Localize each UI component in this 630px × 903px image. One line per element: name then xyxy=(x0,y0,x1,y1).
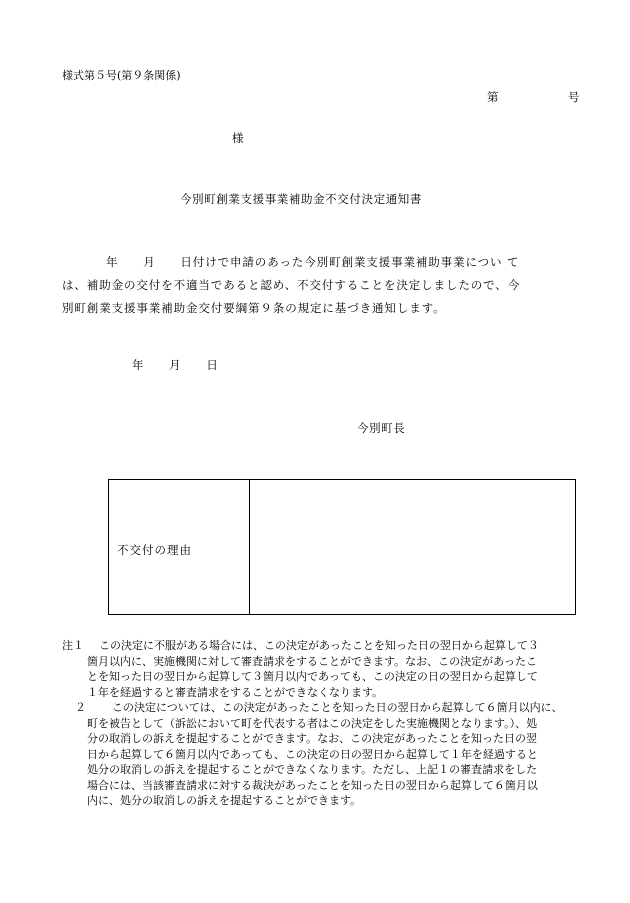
note-2-line-1: ２ この決定については、この決定があったことを知った日の翌日から起算して６箇月以内に、 xyxy=(62,700,582,716)
document-title: 今別町創業支援事業補助金不交付決定通知書 xyxy=(180,192,422,206)
note-1-number: 注１ xyxy=(62,639,84,652)
reason-table xyxy=(108,479,576,615)
note-2-line-4: 日から起算して６箇月以内であっても、この決定の日の翌日から起算して１年を経過すると xyxy=(87,747,538,761)
form-number: 様式第５号(第９条関係) xyxy=(62,69,181,82)
note-2-line-5: 処分の取消しの訴えを提起することができなくなります。ただし、上記１の審査請求をした xyxy=(87,763,538,776)
body-paragraph xyxy=(62,251,580,320)
note-2-line-7: 内に、処分の取消しの訴えを提起することができます。 xyxy=(87,794,362,807)
date-day: 日 xyxy=(206,358,218,372)
note-1-line-3: とを知った日の翌日から起算して３箇月以内であっても、この決定の日の翌日から起算して xyxy=(87,670,538,683)
reason-label-cell xyxy=(109,480,250,614)
note-1-line-4: １年を経過すると審査請求をすることができなくなります。 xyxy=(87,685,384,699)
body-line-1: 年 月 日付けで申請のあった今別町創業支援事業補助事業につい て xyxy=(106,255,520,269)
note-2-line-2: 町を被告として（訴訟において町を代表する者はこの決定をした実施機関となります。）、処 xyxy=(87,716,538,730)
note-1-line-2: 箇月以内に、実施機関に対して審査請求をすることができます。なお、この決定があったこ xyxy=(87,654,538,668)
document-number-suffix: 号 xyxy=(568,90,580,104)
note-2-number: ２ xyxy=(75,701,86,714)
body-line-3: 別町創業支援事業補助金交付要綱第９条の規定に基づき通知します。 xyxy=(62,301,446,315)
notes-section xyxy=(62,638,582,809)
issue-date xyxy=(132,357,240,373)
note-2-line-3: 分の取消しの訴えを提起することができます。なお、この決定があったことを知った日の翌 xyxy=(87,732,538,745)
reason-label: 不交付の理由 xyxy=(117,543,192,557)
date-year: 年 xyxy=(132,358,144,372)
document-number-prefix: 第 xyxy=(487,90,499,104)
note-2-line-6: 場合には、当該審査請求に対する裁決があったことを知った日の翌日から起算して６箇月以 xyxy=(87,778,538,792)
addressee-honorific: 様 xyxy=(232,131,244,145)
date-month: 月 xyxy=(169,358,181,372)
note-1-line-1: 注１ この決定に不服がある場合には、この決定があったことを知った日の翌日から起算して３ xyxy=(62,639,539,652)
issuer-name: 今別町長 xyxy=(357,421,406,435)
reason-value-cell xyxy=(250,480,575,614)
body-line-2: は、補助金の交付を不適当であると認め、不交付することを決定しましたので、今 xyxy=(62,278,521,292)
